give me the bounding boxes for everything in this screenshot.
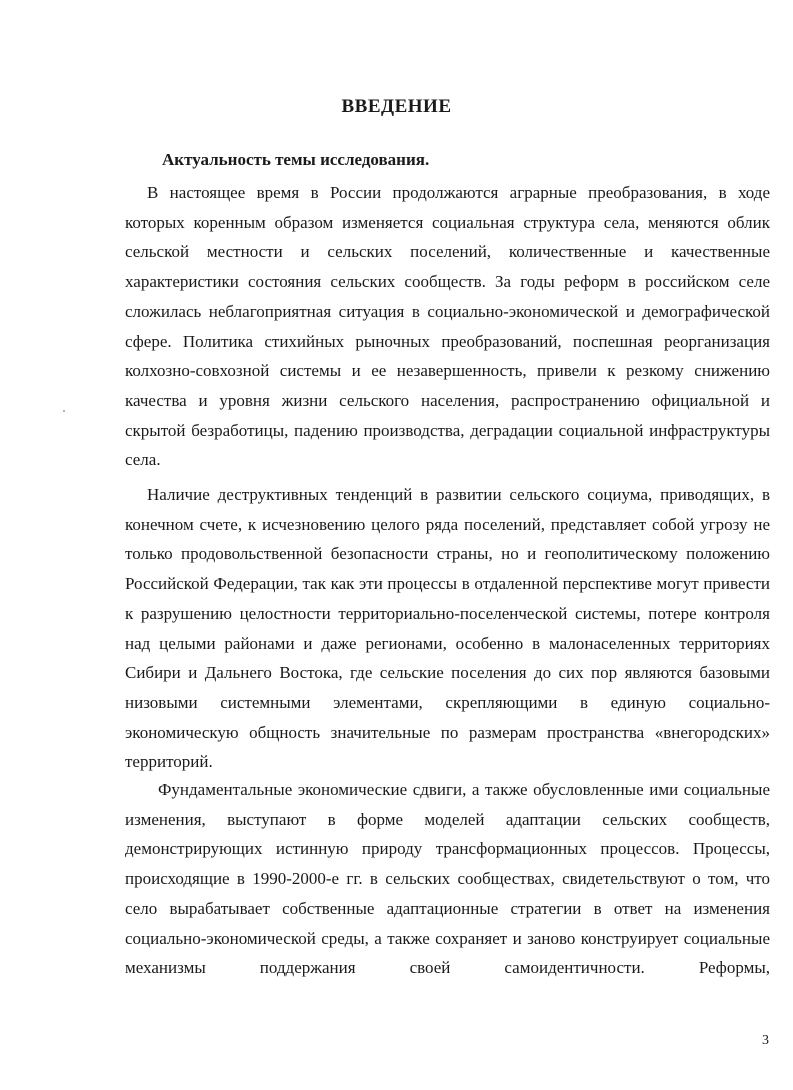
paragraph-2: Наличие деструктивных тенденций в развитии сельского социума, приводящих, в конечном счете, к исчезновению целого ряда поселений, представляет собой угрозу не только продовольственной безопасности страны, но и геополитическому положению Российской Федерации, так как эти процессы в отдаленной перспективе могут привести к разрушению целостности территориально-поселенческой системы, потере контроля над целыми районами и даже регионами, особенно в малонаселенных территориях Сибири и Дальнего Востока, где сельские поселения до сих пор являются базовыми низовыми системными элементами, скрепляющими в единую социально-экономическую общность значительные по размерам пространства «внегородских» территорий.	[125, 485, 770, 772]
page-number: 3	[762, 1033, 769, 1048]
paragraph-3: Фундаментальные экономические сдвиги, а также обусловленные ими социальные изменения, выступают в форме моделей адаптации сельских сообществ, демонстрирующих истинную природу трансформационных процессов. Процессы, происходящие в 1990-2000-е гг. в сельских сообществах, свидетельствуют о том, что село вырабатывает собственные адаптационные стратегии в ответ на изменения социально-экономической среды, а также сохраняет и заново конструирует социальные механизмы поддержания своей самоидентичности. Реформы,	[125, 780, 770, 978]
section-heading: Актуальность темы исследования.	[162, 150, 430, 169]
scan-speck	[63, 410, 65, 412]
page-title: ВВЕДЕНИЕ	[341, 96, 452, 117]
paragraph-1: В настоящее время в России продолжаются аграрные преобразования, в ходе которых коренным образом изменяется социальная структура села, меняются облик сельской местности и сельских поселений, количественные и качественные характеристики состояния сельских сообществ. За годы реформ в российском селе сложилась неблагоприятная ситуация в социально-экономической и демографической сфере. Политика стихийных рыночных преобразований, поспешная реорганизация колхозно-совхозной системы и ее незавершенность, привели к резкому снижению качества и уровня жизни сельского населения, распространению официальной и скрытой безработицы, падению производства, деградации социальной инфраструктуры села.	[125, 183, 770, 470]
